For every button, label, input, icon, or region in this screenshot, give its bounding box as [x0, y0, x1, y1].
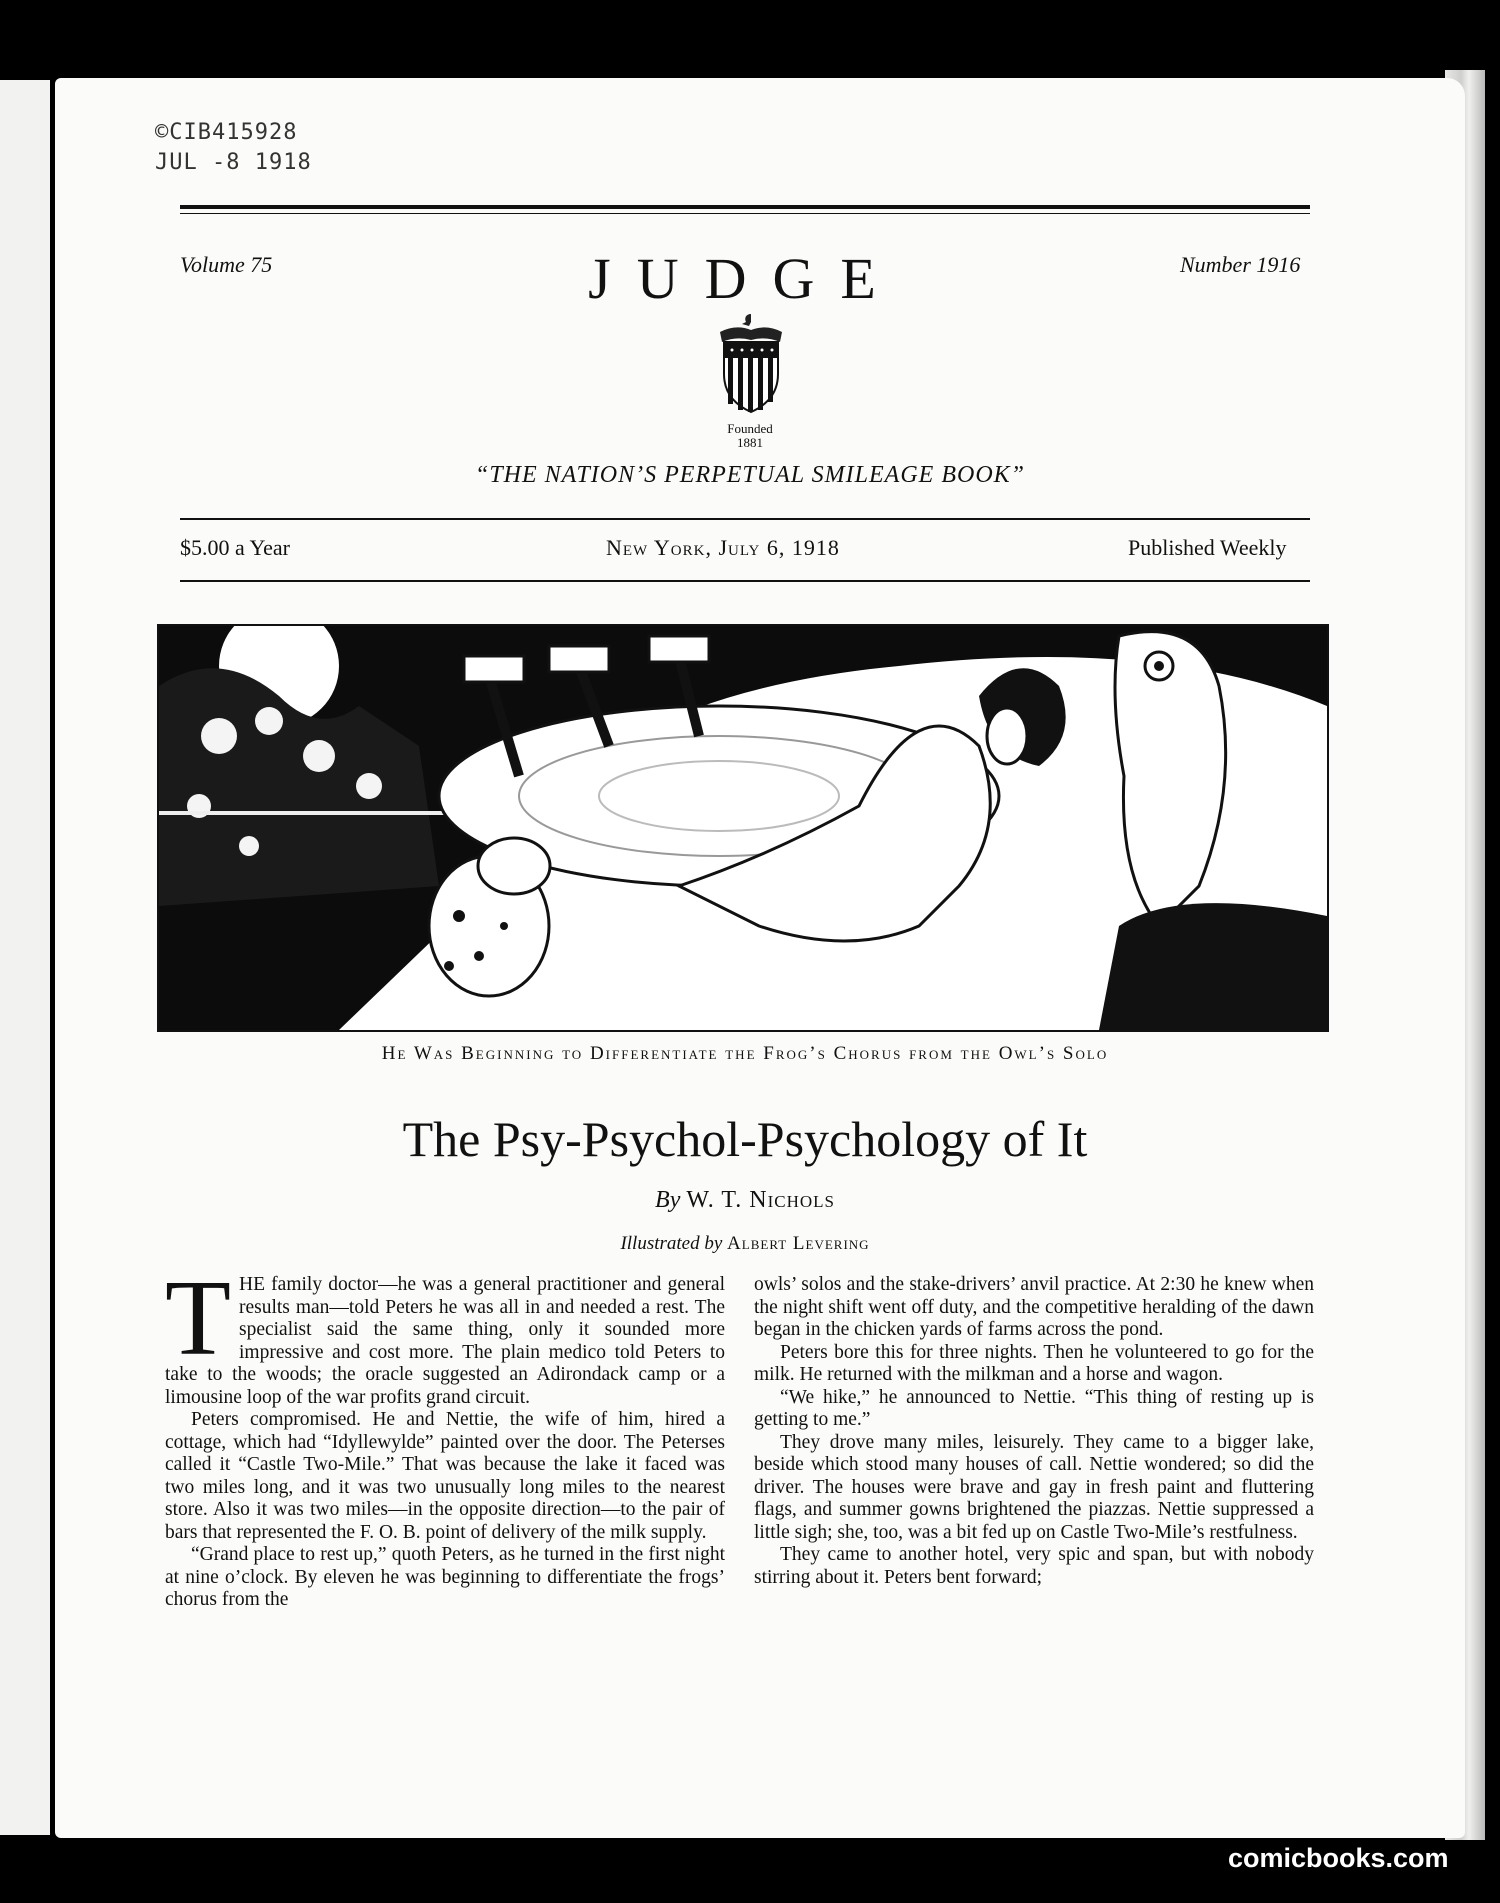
stamp-line-2: JUL -8 1918 [155, 150, 312, 175]
article-paragraph: Peters compromised. He and Nettie, the wife of him, hired a cottage, which had “Idyllewylde” painted over the door. The Peterses called it “Castle Two-Mile.” That was because the lake it faced was two miles long, and it was two unusually long miles to the nearest store. Also it was two miles—in the opposite direction—to the pair of bars that represented the F. O. B. point of delivery of the milk supply. [165, 1409, 725, 1543]
issue-number: Number 1916 [1180, 252, 1301, 277]
article-column-left [165, 1259, 725, 1612]
founded-label: Founded [727, 421, 773, 436]
founded-note [690, 422, 810, 450]
top-rule-thin [180, 213, 1310, 214]
info-rule-bottom [180, 580, 1310, 582]
article-paragraph: They came to another hotel, very spic and span, but with nobody stirring about it. Peters bent forward; [754, 1544, 1314, 1588]
article-paragraph: “Grand place to rest up,” quoth Peters, as he turned in the first night at nine o’clock. By eleven he was beginning to differentiate the frogs’ chorus from the [165, 1544, 725, 1610]
byline-prefix: By [655, 1187, 681, 1213]
top-rule-thick [180, 205, 1310, 209]
author-name: W. T. Nichols [686, 1187, 835, 1213]
magazine-title: JUDGE [588, 246, 902, 311]
article-title: The Psy-Psychol-Psychology of It [402, 1111, 1088, 1167]
site-watermark: comicbooks.com [1228, 1843, 1449, 1873]
article-paragraph: THE family doctor—he was a general practitioner and general results man—told Peters he was all in and needed a rest. The specialist said the same thing, only it sounded more impressive and cost more. The plain medico told Peters to take to the woods; the oracle suggested an Adirondack camp or a limousine loop of the war profits grand circuit. [165, 1259, 725, 1408]
facing-page-edge [0, 80, 50, 1835]
illustrator-prefix: Illustrated by [620, 1233, 723, 1254]
illustration [157, 624, 1329, 1032]
founded-year: 1881 [737, 435, 763, 450]
dateline: New York, July 6, 1918 [606, 535, 840, 560]
publication-frequency: Published Weekly [1128, 535, 1287, 560]
article-paragraph: owls’ solos and the stake-drivers’ anvil practice. At 2:30 he knew when the night shift went off duty, and the competitive heralding of the dawn began in the chicken yards of farms across the pond. [754, 1274, 1314, 1340]
article-paragraph: Peters bore this for three nights. Then he volunteered to go for the milk. He returned with the milkman and a horse and wagon. [754, 1341, 1314, 1385]
stamp-line-1: ©CIB415928 [155, 120, 298, 145]
lake-horizon [159, 811, 459, 815]
article-paragraph: They drove many miles, leisurely. They came to a bigger lake, beside which stood many houses of call. Nettie wondered; so did the driver. The houses were brave and gay in fresh paint and fluttering flags, and summer gowns brightened the piazzas. Nettie suppressed a little sigh; she, too, was a bit fed up on Castle Two-Mile’s restfulness. [754, 1431, 1314, 1543]
eagle-shield-icon [716, 312, 786, 422]
illustrator-credit [180, 1233, 1310, 1255]
info-rule-top [180, 518, 1310, 520]
subscription-price: $5.00 a Year [180, 535, 290, 560]
slogan: “THE NATION’S PERPETUAL SMILEAGE BOOK” [474, 462, 1025, 488]
volume-label: Volume 75 [180, 252, 273, 277]
article-paragraph: “We hike,” he announced to Nettie. “This thing of resting up is getting to me.” [754, 1386, 1314, 1430]
copyright-stamp [155, 118, 312, 178]
illustration-drawing [159, 626, 1327, 1030]
drop-cap: T [165, 1259, 231, 1378]
article-column-right [754, 1274, 1314, 1589]
illustrator-name: Albert Levering [727, 1233, 870, 1254]
illustration-caption: He Was Beginning to Differentiate the Frog’s Chorus from the Owl’s Solo [381, 1043, 1109, 1064]
byline [180, 1187, 1310, 1214]
